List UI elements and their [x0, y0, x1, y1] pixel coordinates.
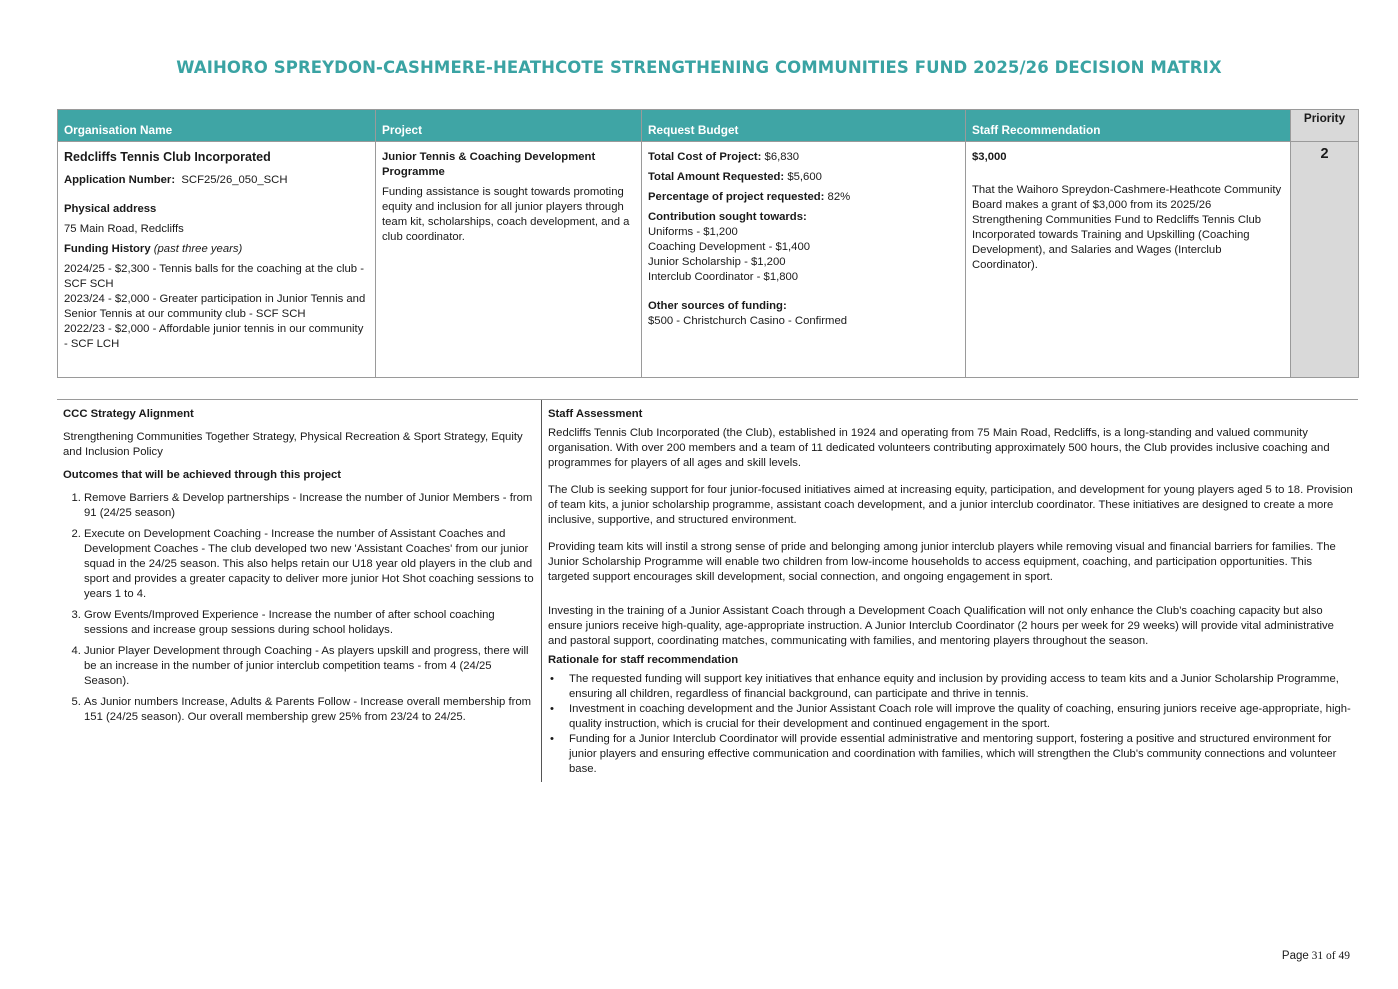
contribution-label: Contribution sought towards: — [648, 211, 807, 223]
assessment-paragraph: Providing team kits will instil a strong sense of pride and belonging among junior interclub players while removing visual and financial barriers for families. The Junior Scholarship Programme will enable two children from low-income households to access equipment, coaching, and participation opportunities. This targeted support encourages skill development, social connection, and ongoing engagement in sport. — [548, 541, 1336, 583]
header-project: Project — [376, 110, 642, 142]
project-cell — [376, 142, 642, 378]
funding-history-label: Funding History — [64, 243, 151, 255]
other-funding: $500 - Christchurch Casino - Confirmed — [648, 315, 848, 327]
staff-assessment-section — [548, 407, 1354, 777]
strategy-alignment-section — [63, 407, 535, 731]
application-number-label: Application Number: — [64, 174, 176, 186]
list-item: 2. Execute on Development Coaching - Increase the number of Assistant Coaches and Development Coaches - The club developed two new 'Assistant Coaches' from our junior squad in the 24/25 season. This also helps retain our U18 year old players in the club and sport and provides a greater capacity to deliver more junior Hot Shot coaching sessions to years 1 to 4. — [84, 527, 535, 602]
header-organisation-name: Organisation Name — [58, 110, 376, 142]
rationale-list — [548, 672, 1354, 777]
outcomes-heading: Outcomes that will be achieved through this project — [63, 469, 342, 481]
page-title: WAIHORO SPREYDON-CASHMERE-HEATHCOTE STRENGTHENING COMMUNITIES FUND 2025/26 DECISION MATRIX — [176, 58, 1222, 77]
percentage-requested: 82% — [827, 191, 851, 203]
list-item: 4. Junior Player Development through Coaching - As players upskill and progress, there will be an increase in the number of junior interclub competition teams - from 4 (24/25 Season). — [84, 644, 535, 689]
section-divider — [57, 399, 1358, 400]
list-item: 3. Grow Events/Improved Experience - Increase the number of after school coaching sessions and increase group sessions during school holidays. — [84, 608, 535, 638]
staff-assessment-heading: Staff Assessment — [548, 408, 643, 420]
assessment-paragraph: The Club is seeking support for four junior-focused initiatives aimed at increasing equity, participation, and development for young players aged 5 to 18. Provision of team kits, a junior scholarship programme, assistant coach development, and a junior interclub coordinator. These initiatives are designed to create a more inclusive, supportive, and structured environment. — [548, 484, 1353, 526]
other-funding-label: Other sources of funding: — [648, 300, 787, 312]
assessment-paragraph: Investing in the training of a Junior Assistant Coach through a Development Coach Qualification will not only enhance the Club’s coaching capacity but also ensure juniors receive high-quality, age-appropriate instruction. A Junior Interclub Coordinator (2 hours per week for 29 weeks) will provide vital administrative and pastoral support, coordinating matches, communicating with families, and mentoring players throughout the season. — [548, 605, 1334, 647]
contribution-item: Coaching Development - $1,400 — [648, 241, 811, 253]
strategy-alignment-text: Strengthening Communities Together Strategy, Physical Recreation & Sport Strategy, Equity and Inclusion Policy — [63, 431, 523, 458]
header-staff-recommendation: Staff Recommendation — [966, 110, 1291, 142]
rationale-heading: Rationale for staff recommendation — [548, 654, 739, 666]
outcomes-list — [63, 491, 535, 725]
total-cost-label: Total Cost of Project: — [648, 151, 762, 163]
funding-history-note: (past three years) — [153, 243, 243, 255]
contribution-item: Uniforms - $1,200 — [648, 226, 738, 238]
contribution-item: Junior Scholarship - $1,200 — [648, 256, 786, 268]
physical-address: 75 Main Road, Redcliffs — [64, 223, 184, 235]
list-item: 1. Remove Barriers & Develop partnerships - Increase the number of Junior Members - from 91 (24/25 season) — [84, 491, 535, 521]
organisation-cell — [58, 142, 376, 378]
page-number: Page 31 of 49 — [1281, 950, 1350, 962]
funding-history-item: 2022/23 - $2,000 - Affordable junior tennis in our community - SCF LCH — [64, 323, 364, 350]
priority-value: 2 — [1291, 142, 1359, 378]
percentage-label: Percentage of project requested: — [648, 191, 825, 203]
budget-cell — [642, 142, 966, 378]
table-header-row — [58, 110, 1359, 142]
list-item: • Investment in coaching development and the Junior Assistant Coach role will improve the quality of coaching, ensuring juniors receive age-appropriate, high-quality instruction, which is crucial for their development and continued engagement in the sport. — [569, 702, 1354, 732]
list-item: • The requested funding will support key initiatives that enhance equity and inclusion by providing access to team kits and a Junior Scholarship Programme, ensuring all children, regardless of financial background, can participate and thrive in tennis. — [569, 672, 1354, 702]
strategy-alignment-heading: CCC Strategy Alignment — [63, 408, 194, 420]
recommended-amount: $3,000 — [972, 151, 1007, 163]
column-divider — [541, 400, 542, 782]
recommendation-text: That the Waihoro Spreydon-Cashmere-Heathcote Community Board makes a grant of $3,000 from its 2025/26 Strengthening Communities Fund to Redcliffs Tennis Club Incorporated towards Training and Upskilling (Coaching Development), and Salaries and Wages (Interclub Coordinator). — [972, 184, 1282, 271]
staff-recommendation-cell — [966, 142, 1291, 378]
project-title: Junior Tennis & Coaching Development Programme — [382, 151, 596, 178]
list-item: 5. As Junior numbers Increase, Adults & Parents Follow - Increase overall membership from 151 (24/25 season). Our overall membership grew 25% from 23/24 to 24/25. — [84, 695, 535, 725]
total-requested: $5,600 — [787, 171, 822, 183]
table-row — [58, 142, 1359, 378]
decision-matrix-table — [57, 109, 1359, 378]
header-request-budget: Request Budget — [642, 110, 966, 142]
physical-address-label: Physical address — [64, 203, 157, 215]
application-number: SCF25/26_050_SCH — [181, 174, 288, 186]
header-priority: Priority — [1291, 110, 1359, 142]
assessment-paragraph: Redcliffs Tennis Club Incorporated (the Club), established in 1924 and operating from 75 Main Road, Redcliffs, is a long-standing and valued community organisation. With over 200 members and a team of 11 dedicated volunteers contributing approximately 500 hours, the Club provides inclusive coaching and programmes for players of all ages and skill levels. — [548, 427, 1330, 469]
total-requested-label: Total Amount Requested: — [648, 171, 785, 183]
funding-history-item: 2023/24 - $2,000 - Greater participation in Junior Tennis and Senior Tennis at our community club - SCF SCH — [64, 293, 366, 320]
project-description: Funding assistance is sought towards promoting equity and inclusion for all junior players through team kit, scholarships, coach development, and a club coordinator. — [382, 186, 630, 243]
total-cost: $6,830 — [764, 151, 800, 163]
list-item: • Funding for a Junior Interclub Coordinator will provide essential administrative and mentoring support, fostering a positive and structured environment for junior players and ensuring effective communication and coordination with families, which will strengthen the Club's community connections and volunteer base. — [569, 732, 1354, 777]
organisation-name: Redcliffs Tennis Club Incorporated — [64, 150, 271, 164]
funding-history-item: 2024/25 - $2,300 - Tennis balls for the coaching at the club - SCF SCH — [64, 263, 364, 290]
contribution-item: Interclub Coordinator - $1,800 — [648, 271, 799, 283]
